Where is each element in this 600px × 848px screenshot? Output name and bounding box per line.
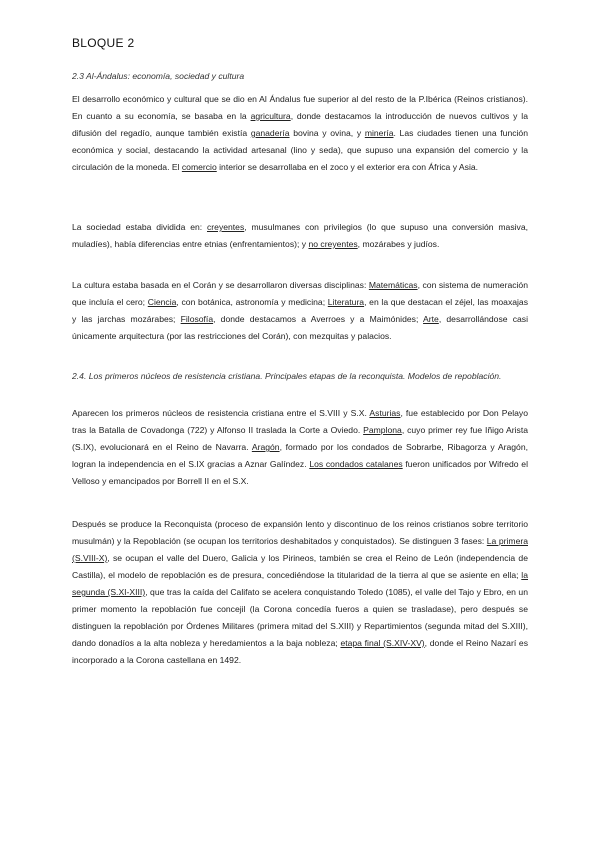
- term-arte: Arte: [423, 314, 439, 324]
- term-condados-catalanes: Los condados catalanes: [309, 459, 403, 469]
- term-matematicas: Matemáticas: [368, 280, 418, 290]
- text-run: , cuyo primer rey fue Iñigo Arista (S.IX), evolucionará en el Reino de Navarra.: [72, 425, 529, 452]
- paragraph-society: [72, 219, 528, 253]
- term-ganaderia: ganadería: [250, 128, 290, 138]
- term-literatura: Literatura: [327, 297, 365, 307]
- term-filosofia: Filosofía: [180, 314, 214, 324]
- text-run: , en la que destacan el zéjel, las moaxajas y las jarchas mozárabes;: [72, 297, 529, 324]
- text-run: fueron unificados por Wifredo el Velloso y emancipados por Borrell II en el S.X.: [72, 459, 528, 486]
- text-run: La cultura estaba basada en el Corán y se desarrollaron diversas disciplinas:: [72, 280, 369, 290]
- text-run: , que tras la caída del Califato se acelera conquistando Toledo (1085), el valle del Tajo y Ebro, en un primer momento la repoblación fue concejil (la Corona concedía fueros a quien se trasladase), pero después se distinguen la repoblación por Órdenes Militares (primera mitad del S.XIII) y Repartimientos (segunda mitad del S.XIII), dando donadíos a la alta nobleza y heredamientos a la baja nobleza;: [72, 587, 528, 648]
- paragraph-culture: [72, 277, 528, 345]
- text-run: , donde destacamos la introducción de nuevos cultivos y la difusión del regadío, aunque también existía: [72, 111, 528, 138]
- text-run: , con sistema de numeración que incluía el cero;: [72, 280, 528, 307]
- text-run: , se ocupan el valle del Duero, Galicia y los Pirineos, también se crea el Reino de León (independencia de Castilla), el modelo de repoblación es de presura, concediéndose la titularidad de la tierra al que se asiente en ella;: [72, 553, 528, 580]
- paragraph-reconquest-phases: [72, 516, 528, 669]
- term-agricultura: agricultura: [250, 111, 291, 121]
- term-pamplona: Pamplona: [363, 425, 402, 435]
- term-creyentes: creyentes: [207, 222, 245, 232]
- term-ciencia: Ciencia: [147, 297, 177, 307]
- text-run: , formado por los condados de Sobrarbe, Ribagorza y Aragón, logran la independencia en el S.IX gracias a Aznar Galíndez.: [72, 442, 528, 469]
- section-heading-reconquista: 2.4. Los primeros núcleos de resistencia cristiana. Principales etapas de la reconquista. Modelos de repoblación.: [72, 371, 502, 381]
- text-run: El desarrollo económico y cultural que se dio en Al Ándalus fue superior al del resto de la P.Ibérica (Reinos cristianos). En cuanto a su economía, se basaba en la: [72, 94, 528, 121]
- term-mineria: minería: [364, 128, 394, 138]
- term-comercio: comercio: [181, 162, 217, 172]
- term-etapa-final: etapa final (S.XIV-XV): [340, 638, 425, 648]
- section-heading-al-andalus: 2.3 Al-Ándalus: economía, sociedad y cultura: [72, 71, 245, 81]
- page-title: BLOQUE 2: [72, 36, 135, 50]
- text-run: , mozárabes y judíos.: [357, 239, 440, 249]
- term-no-creyentes: no creyentes: [308, 239, 358, 249]
- text-run: , donde el Reino Nazarí es incorporado a la Corona castellana en 1492.: [72, 638, 528, 665]
- term-segunda-fase: la segunda (S.XI-XIII): [72, 570, 528, 597]
- term-aragon: Aragón: [251, 442, 280, 452]
- term-asturias: Asturias: [369, 408, 401, 418]
- text-run: La sociedad estaba dividida en:: [72, 222, 207, 232]
- text-run: . Las ciudades tienen una función económica y social, destacando la actividad artesanal (lino y seda), que supuso una expansión del comercio y la circulación de la moneda. El: [72, 128, 528, 172]
- text-run: bovina y ovina, y: [289, 128, 365, 138]
- text-run: , desarrollándose casi únicamente arquitectura (por las restricciones del Corán), con mezquitas y palacios.: [72, 314, 528, 341]
- paragraph-economy: [72, 91, 528, 176]
- text-run: , musulmanes con privilegios (lo que supuso una conversión masiva, muladíes), había diferencias entre etnias (enfrentamientos); y: [72, 222, 528, 249]
- paragraph-resistance-nuclei: [72, 405, 528, 490]
- text-run: , fue establecido por Don Pelayo tras la Batalla de Covadonga (722) y Alfonso II traslada la Corte a Oviedo.: [72, 408, 528, 435]
- text-run: , con botánica, astronomía y medicina;: [176, 297, 328, 307]
- text-run: interior se desarrollaba en el zoco y el exterior era con África y Asia.: [216, 162, 479, 172]
- text-run: , donde destacamos a Averroes y a Maimónides;: [213, 314, 424, 324]
- text-run: Después se produce la Reconquista (proceso de expansión lento y discontinuo de los reinos cristianos sobre territorio musulmán) y la Repoblación (se ocupan los territorios deshabitados y conquistados). Se distinguen 3 fases:: [72, 519, 528, 546]
- term-primera-fase: La primera (S.VIII-X): [72, 536, 528, 563]
- text-run: Aparecen los primeros núcleos de resistencia cristiana entre el S.VIII y S.X.: [72, 408, 370, 418]
